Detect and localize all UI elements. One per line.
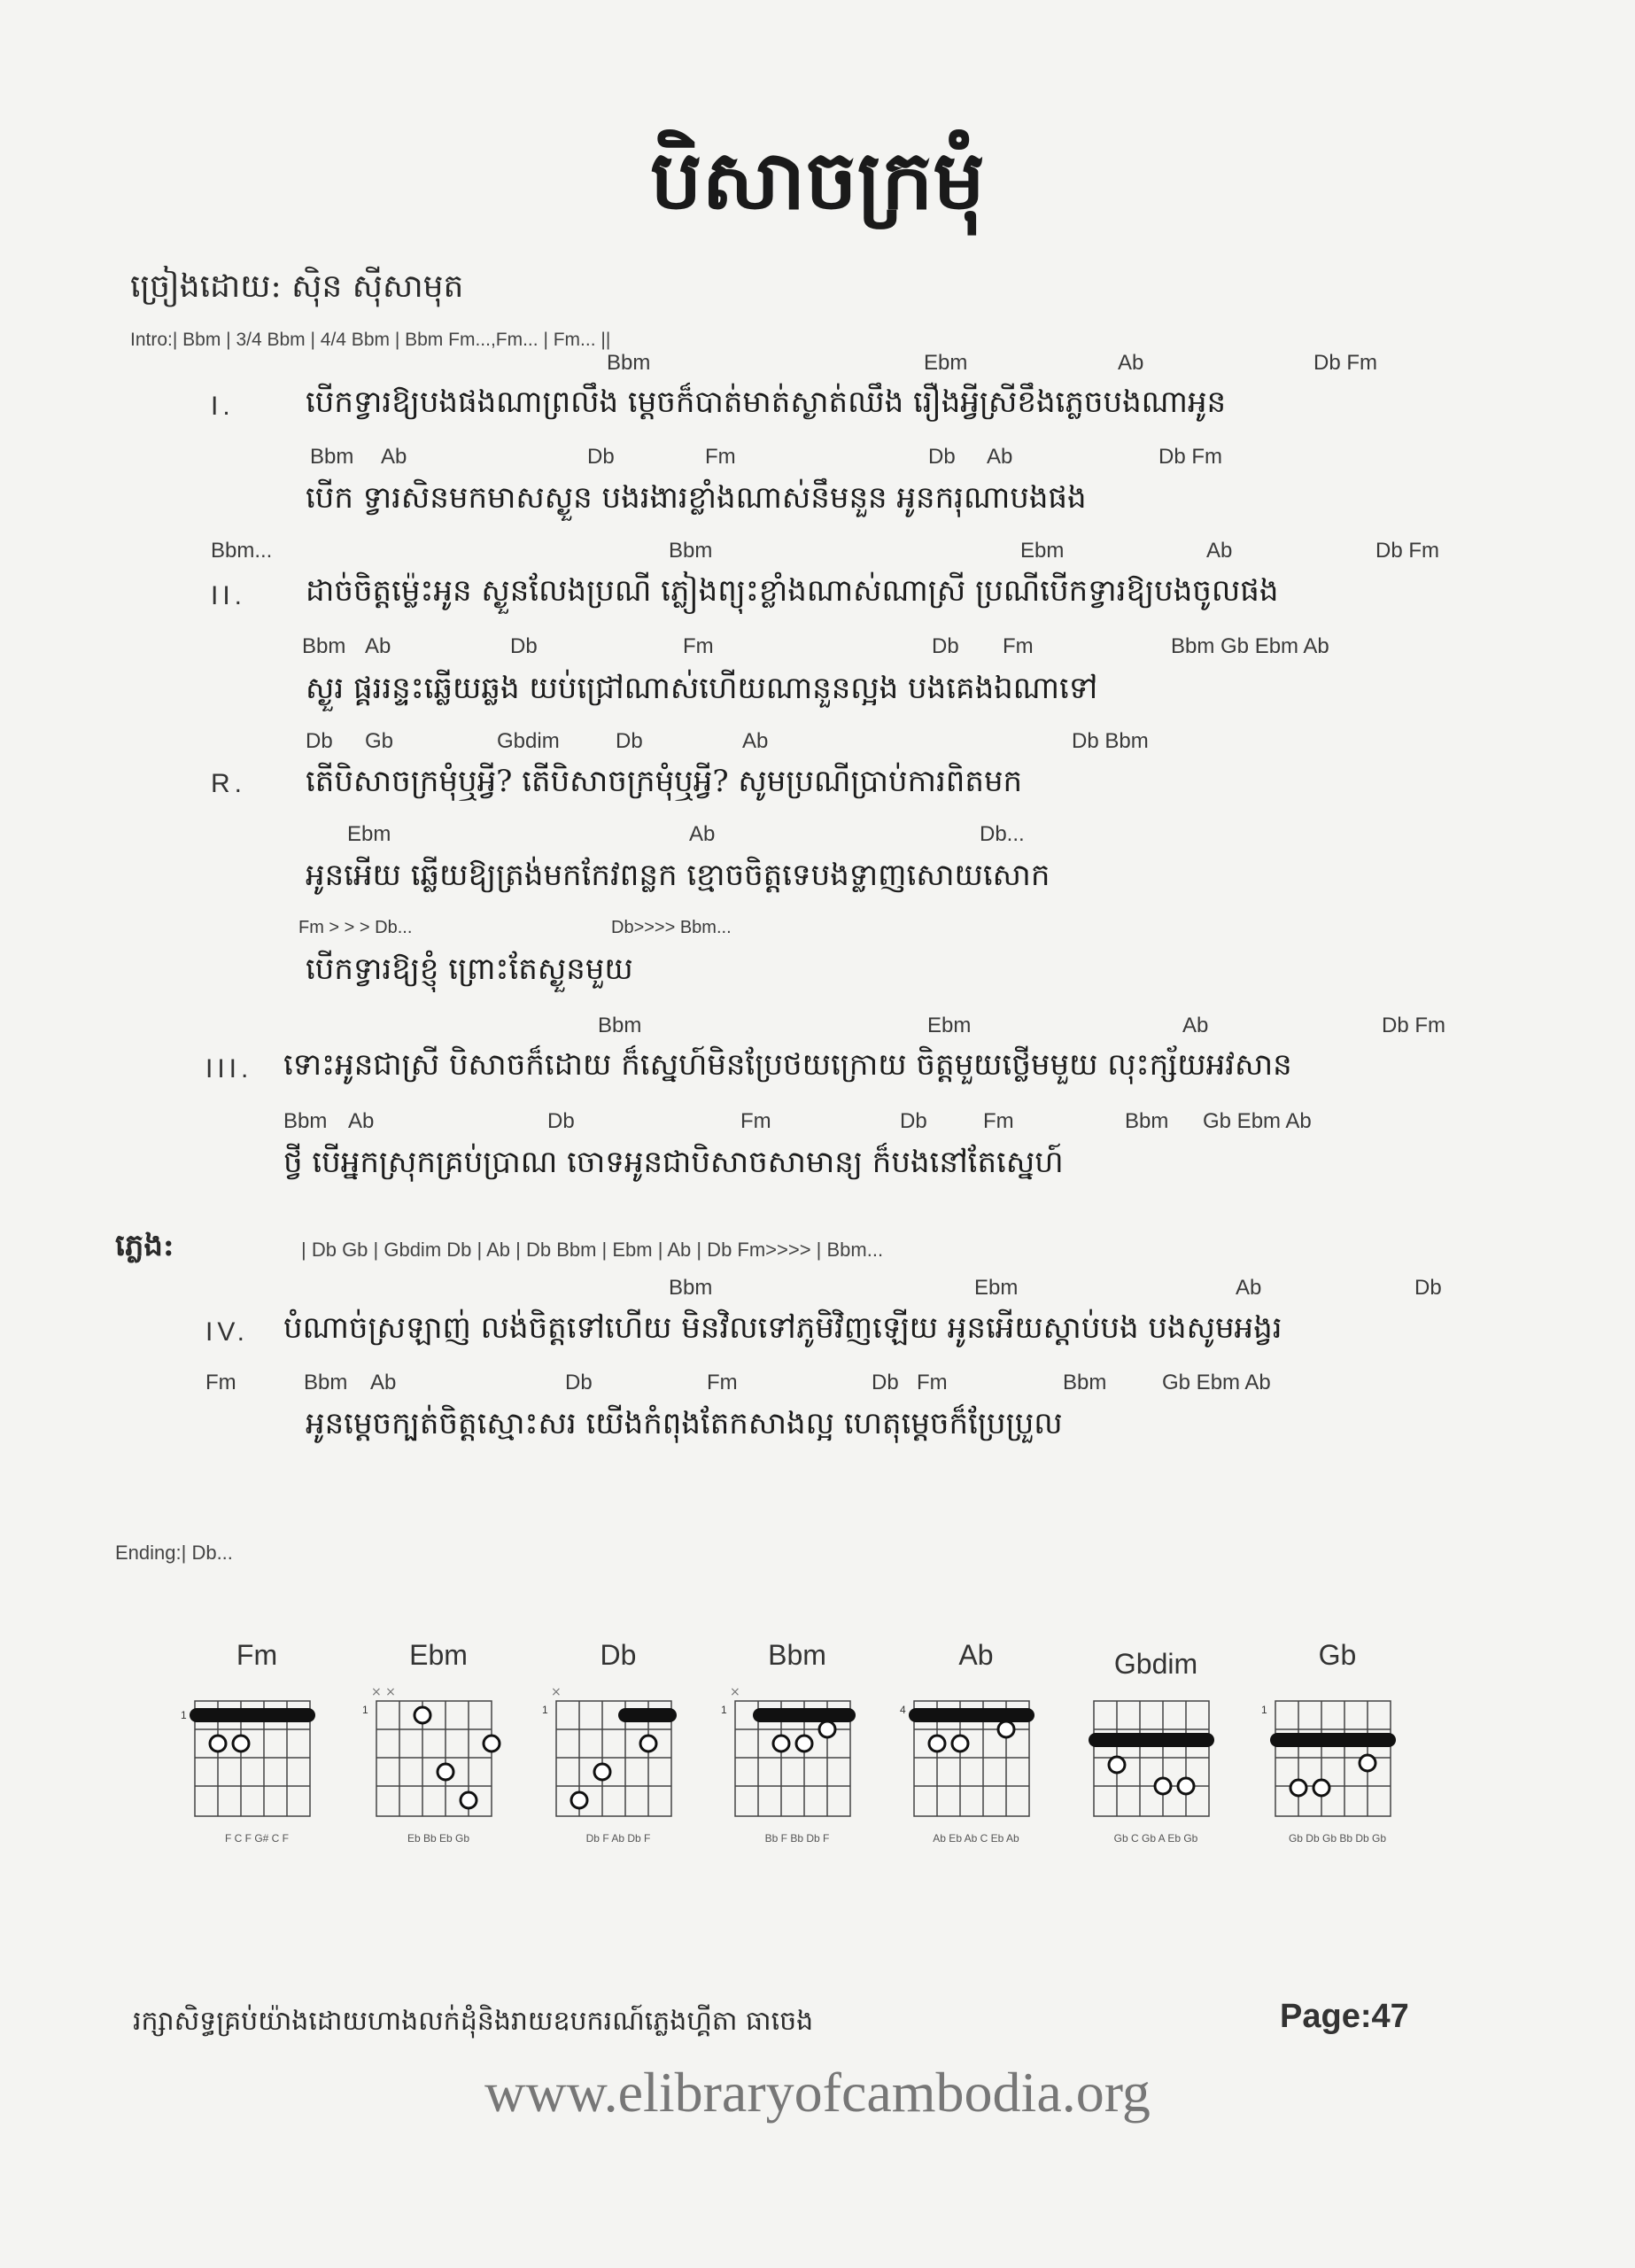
chord: Bbm — [598, 1014, 642, 1037]
verse-label-4: IV. — [205, 1317, 249, 1347]
lyric-line: ថ្វី បើអ្នកស្រុកគ្រប់ប្រាណ ចោទអូនជាបិសាចសាមាន្យ ក៏បងនៅតែស្នេហ៍ — [283, 1145, 1064, 1180]
song-title: បិសាចក្រមុំ — [650, 132, 985, 228]
fretboard — [359, 1683, 518, 1834]
chord-name: Fm — [236, 1639, 278, 1671]
chord: Ebm — [974, 1276, 1019, 1300]
chord-name: Bbm — [768, 1639, 826, 1671]
chord: Db — [872, 1371, 899, 1394]
intro-progression: Intro:| Bbm | 3/4 Bbm | 4/4 Bbm | Bbm Fm...,Fm... | Fm... || — [130, 330, 611, 350]
verse-label-2: II. — [211, 581, 247, 610]
chord: Gb Ebm Ab — [1203, 1109, 1312, 1133]
chord: Ab — [987, 445, 1013, 469]
chord: Ab — [1206, 539, 1233, 563]
chord: Db — [306, 729, 333, 753]
chord: Db — [928, 445, 956, 469]
chord: Ebm — [924, 351, 968, 375]
chord: Fm — [707, 1371, 738, 1394]
chord-notes: Db F Ab Db F — [585, 1832, 651, 1845]
chord: Ebm — [1020, 539, 1065, 563]
chord: Db... — [980, 822, 1025, 846]
chord: Gb — [365, 729, 394, 753]
chord: Bbm Gb Ebm Ab — [1171, 634, 1329, 658]
fret-number: 1 — [181, 1709, 187, 1721]
chord: Ab — [1182, 1014, 1209, 1037]
ending-progression: Ending:| Db... — [115, 1542, 233, 1564]
chord: Fm — [917, 1371, 948, 1394]
lyric-line: ដាច់ចិត្តម្ល៉េះអូន ស្ងួនលែងប្រណី ភ្លៀងព្យុះខ្លាំងណាស់ណាស្រី ប្រណីបើកទ្វារឱ្យបងចូលផង — [306, 573, 1279, 609]
chord-diagram-gb — [1258, 1639, 1417, 1869]
chord-notes: Bb F Bb Db F — [764, 1832, 830, 1845]
chord-diagram-db — [539, 1639, 698, 1869]
lyric-line: ទោះអូនជាស្រី បិសាចក៏ដោយ ក៏ស្នេហ៍មិនប្រែថយក្រោយ ចិត្តមួយថ្លើមមួយ លុះក្ស័យអវសាន — [283, 1047, 1292, 1083]
chord: Ab — [742, 729, 769, 753]
chord: Db Fm — [1158, 445, 1222, 469]
chord: Db — [565, 1371, 593, 1394]
chord: Ab — [689, 822, 716, 846]
chord: Db — [510, 634, 538, 658]
chord-name: Gb — [1318, 1639, 1357, 1671]
chord-diagram-fm — [177, 1639, 337, 1869]
chord: Bbm — [304, 1371, 348, 1394]
chord: Bbm — [1063, 1371, 1107, 1394]
chord: Bbm — [607, 351, 651, 375]
chord: Db Fm — [1313, 351, 1377, 375]
chord: Fm — [705, 445, 736, 469]
lyric-line: បំណាច់ស្រឡាញ់ លង់ចិត្តទៅហើយ មិនវិលទៅភូមិវិញឡើយ អូនអើយស្ដាប់បង បងសូមអង្វរ — [283, 1310, 1282, 1346]
chord-notes: Eb Bb Eb Gb — [407, 1832, 470, 1845]
chord-name: Gbdim — [1113, 1648, 1198, 1680]
fret-number: 1 — [721, 1704, 727, 1716]
chord-diagram-ebm — [359, 1639, 518, 1869]
fret-number: 1 — [542, 1704, 548, 1716]
fretboard — [539, 1683, 698, 1834]
refrain-label: R. — [211, 769, 246, 798]
verse-label-1: I. — [211, 392, 235, 421]
chord: Fm > > > Db... — [298, 918, 413, 937]
chord: Db — [900, 1109, 927, 1133]
chord: Fm — [1003, 634, 1034, 658]
fretboard — [896, 1683, 1056, 1834]
chord: Gbdim — [497, 729, 560, 753]
lyric-line: តើបិសាចក្រមុំឬអ្វី? តើបិសាចក្រមុំឬអ្វី? សូមប្រណីប្រាប់ការពិតមក — [306, 764, 1023, 799]
chord: Ab — [348, 1109, 375, 1133]
chord: Fm — [205, 1371, 236, 1394]
lyric-line: អូនអើយ ឆ្លើយឱ្យត្រង់មកកែវពន្លក ខ្មោចចិត្តទេបងទ្លាញសោយសោក — [306, 858, 1050, 893]
interlude-progression: | Db Gb | Gbdim Db | Ab | Db Bbm | Ebm | Ab | Db Fm>>>> | Bbm... — [301, 1239, 884, 1261]
interlude-label: ភ្លេង: — [115, 1228, 174, 1263]
lyric-line: បើកទ្វារឱ្យបងផងណាព្រលឹង ម្ដេចក៏បាត់មាត់ស្ងាត់ឈឹង រឿងអ្វីស្រីខឹងភ្លេចបងណាអូន — [306, 384, 1227, 420]
chord: Ab — [370, 1371, 397, 1394]
chord-name: Ebm — [409, 1639, 468, 1671]
chord-notes: Ab Eb Ab C Eb Ab — [933, 1832, 1019, 1845]
copyright-footer: រក្សាសិទ្ធគ្រប់យ៉ាងដោយហាងលក់ដុំនិងរាយឧបករណ៍ភ្លេងហ្គីតា ធាចេង — [133, 2006, 814, 2037]
svg-text:×: × — [551, 1685, 562, 1699]
chord: Db — [587, 445, 615, 469]
chord: Bbm — [669, 539, 713, 563]
fret-number: 1 — [362, 1704, 368, 1716]
chord: Db — [932, 634, 959, 658]
chord: Ebm — [927, 1014, 972, 1037]
chord: Db Bbm — [1072, 729, 1149, 753]
chord: Db>>>> Bbm... — [611, 918, 732, 937]
chord-notes: Gb Db Gb Bb Db Gb — [1288, 1832, 1387, 1845]
chord-diagram-bbm — [717, 1639, 877, 1869]
page-number: Page:47 — [1280, 1998, 1409, 2035]
chord-notes: F C F G# C F — [225, 1832, 289, 1845]
lyric-line: បើក ទ្វារសិនមកមាសស្ងួន បងរងារខ្លាំងណាស់នឹមនួន អូនករុណាបងផង — [306, 480, 1087, 516]
svg-text:× ×: × × — [371, 1685, 396, 1699]
chord: Db — [616, 729, 643, 753]
chord: Bbm — [283, 1109, 328, 1133]
svg-text:×: × — [730, 1685, 740, 1699]
fret-number: 1 — [1261, 1704, 1267, 1716]
chord: Ab — [365, 634, 391, 658]
chord: Bbm — [1125, 1109, 1169, 1133]
chord: Db Fm — [1375, 539, 1439, 563]
chord: Fm — [740, 1109, 771, 1133]
chord: Bbm — [302, 634, 346, 658]
chord: Bbm... — [211, 539, 273, 563]
chord-name: Db — [600, 1639, 637, 1671]
fretboard — [1258, 1683, 1417, 1834]
chord: Gb Ebm Ab — [1162, 1371, 1271, 1394]
chord-diagram-gbdim — [1076, 1639, 1236, 1869]
fretboard — [717, 1683, 877, 1834]
chord: Bbm — [669, 1276, 713, 1300]
website-watermark: www.elibraryofcambodia.org — [484, 2061, 1151, 2124]
fretboard — [177, 1683, 337, 1834]
chord: Db Fm — [1382, 1014, 1445, 1037]
chord: Db — [1414, 1276, 1442, 1300]
fret-number: 4 — [900, 1704, 906, 1716]
verse-label-3: III. — [205, 1054, 253, 1084]
chord: Ebm — [347, 822, 391, 846]
chord-diagram-ab — [896, 1639, 1056, 1869]
fretboard — [1076, 1683, 1236, 1834]
chord: Ab — [1118, 351, 1144, 375]
chord: Ab — [1236, 1276, 1262, 1300]
lyric-line: ស្ងួរ ផ្គររន្ទះឆ្លើយឆ្លង យប់ជ្រៅណាស់ហើយណានួនល្អង បងគេងឯណាទៅ — [306, 671, 1098, 706]
lyric-line: បើកទ្វារឱ្យខ្ញុំ ព្រោះតែស្ងួនមួយ — [306, 951, 633, 987]
lyric-line: អូនម្ដេចក្បត់ចិត្តស្មោះសរ យើងកំពុងតែកសាងល្អ ហេតុម្ដេចក៏ប្រែប្រួល — [306, 1406, 1063, 1441]
chord-name: Ab — [958, 1639, 994, 1671]
chord: Bbm — [310, 445, 354, 469]
chord: Ab — [381, 445, 407, 469]
chord: Fm — [983, 1109, 1014, 1133]
chord: Db — [547, 1109, 575, 1133]
chord-notes: Gb C Gb A Eb Gb — [1113, 1832, 1198, 1845]
chord: Fm — [683, 634, 714, 658]
singer-credit: ច្រៀងដោយ: ស៊ិន ស៊ីសាមុត — [130, 268, 464, 305]
